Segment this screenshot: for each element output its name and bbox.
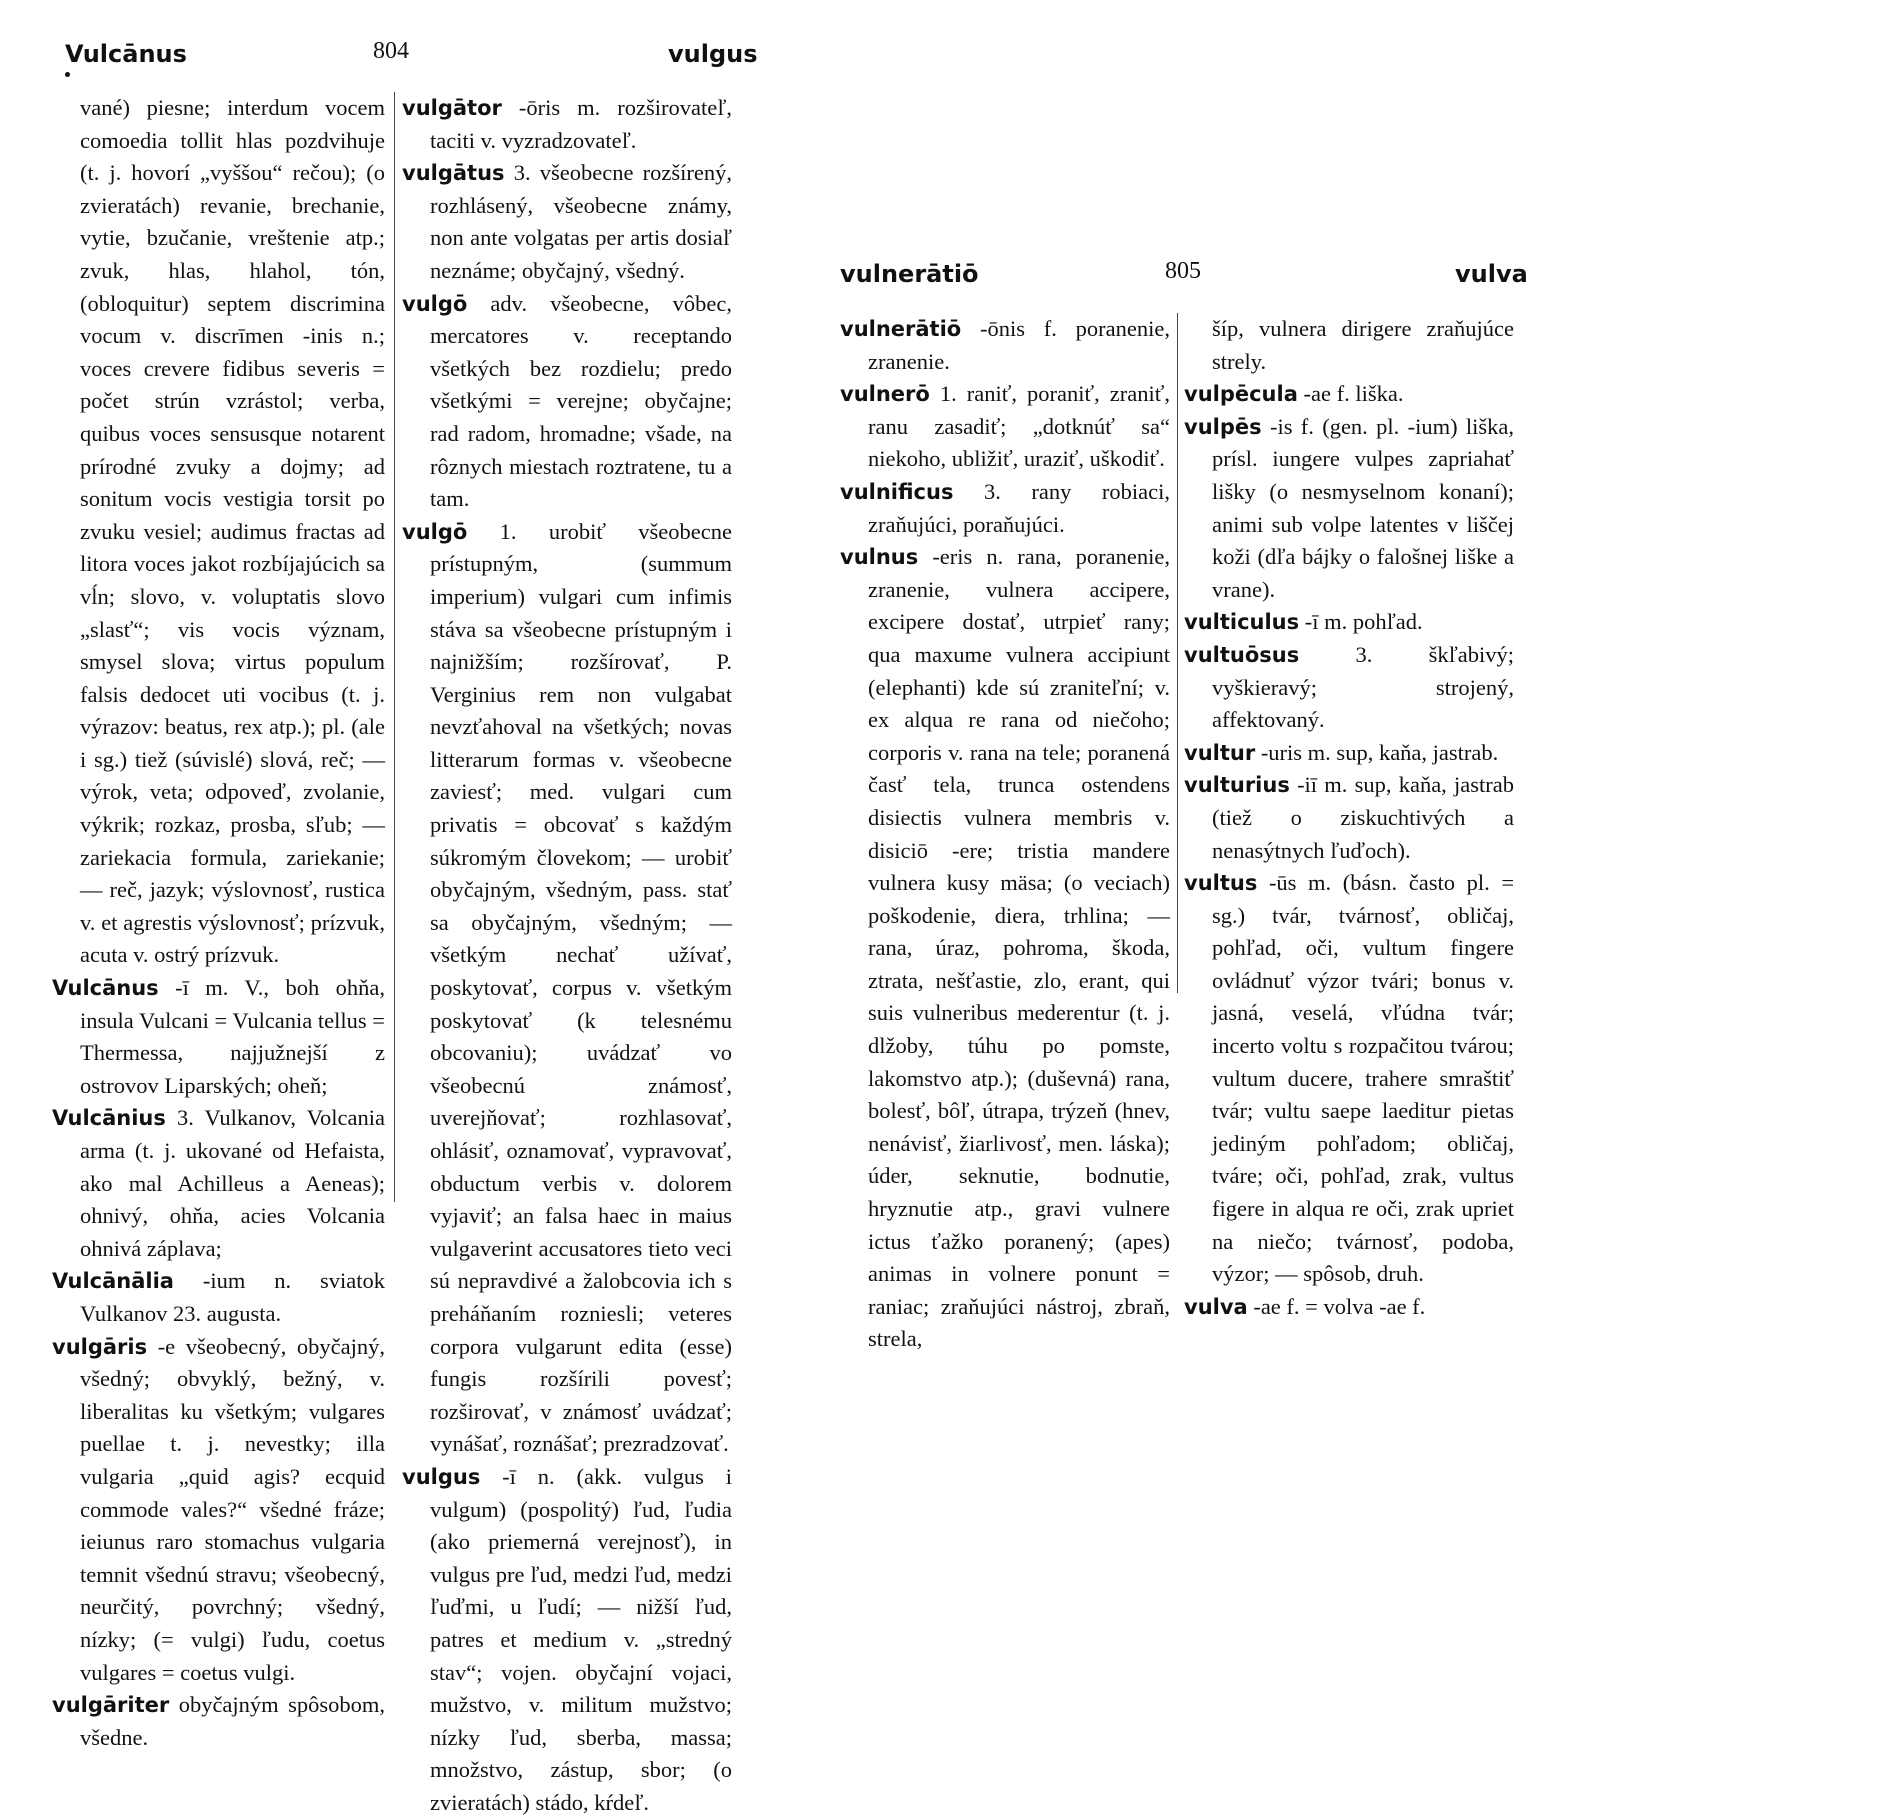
headword: vultus (1184, 871, 1258, 896)
dictionary-entry (840, 476, 1170, 541)
entry-body: -eris n. rana, poranenie, zranenie, vulnera accipere, excipere dostať, utrpieť rany; qua maxume vulnera accipiunt (elephanti) kde sú zraniteľní; v. ex alqua re rana od niečoho; corporis v. rana na tele; poranená časť tela, trunca ostendens disiectis vulnera membris v. disiciō -ere; tristia mandere vulnera kusy mäsa; (o veciach) poškodenie, diera, trhlina; — rana, úraz, pohroma, škoda, ztrata, nešťastie, zlo, erant, qui suis vulneribus mederentur (t. j. dlžoby, túhu po pomste, lakomstvo atp.); (duševná) rana, bolesť, bôľ, útrapa, trýzeň (hnev, nenávisť, žiarlivosť, men. láska); úder, seknutie, bodnutie, hryznutie atp., gravi vulnere ictus ťažko poranený; (apes) animas in volnere ponunt = raniac; zraňujúci nástroj, zbraň, strela, (868, 544, 1171, 1352)
entry-body: -ium n. sviatok Vulkanov 23. augusta. (80, 1268, 385, 1326)
dictionary-entry (1184, 639, 1514, 737)
dictionary-entry (402, 157, 732, 287)
left-page-column-2 (402, 92, 732, 1819)
headword: vultur (1184, 740, 1256, 765)
left-header-word-right: vulgus (668, 40, 758, 68)
dictionary-entry (402, 1461, 732, 1819)
left-header-word-left: Vulcānus (65, 40, 187, 68)
entry-body: -ōris m. rozširovateľ, taciti v. vyzradzovateľ. (430, 95, 732, 153)
headword: vulnerō (840, 382, 930, 407)
dictionary-entry (1184, 411, 1514, 607)
entry-body: 3. Vulkanov, Volcania arma (t. j. ukované od Hefaista, ako mal Achilleus a Aeneas); ohnivý, ohňa, acies Volcania ohnivá záplava; (80, 1105, 386, 1261)
entry-body: -ūs m. (básn. často pl. = sg.) tvár, tvárnosť, obličaj, pohľad, oči, vultum fingere ovládnuť výzor tvári; bonus v. jasná, veselá, vľúdna tvár; incerto voltu s rozpačitou tvárou; vultum ducere, trahere smraštiť tvár; vultu saepe laeditur pietas jediným pohľadom; obličaj, tváre; oči, pohľad, zrak, vultus figere in alqua re oči, zrak upriet na niečo; tvárnosť, podoba, výzor; — spôsob, druh. (1212, 870, 1515, 1287)
headword: Vulcānus (52, 976, 159, 1001)
dictionary-entry (52, 1265, 385, 1330)
headword: vulgus (402, 1464, 481, 1489)
headword: vulturius (1184, 773, 1290, 798)
right-page-number: 805 (1165, 258, 1201, 284)
dictionary-entry (1184, 378, 1514, 411)
entry-body: 3. všeobecne rozšírený, rozhlásený, všeobecne známy, non ante volgatas per artis dosiaľ neznáme; obyčajný, všedný. (430, 160, 733, 283)
entry-body: obyčajným spôsobom, všedne. (80, 1692, 385, 1750)
entry-body: -ī m. V., boh ohňa, insula Vulcani = Vulcania tellus = Thermessa, najjužnejší z ostrovov Liparských; oheň; (80, 975, 385, 1098)
headword: vulgātus (402, 161, 505, 186)
column-divider (394, 92, 395, 1202)
entry-body: -ae f. = volva -ae f. (1253, 1293, 1426, 1319)
entry-body: -ōnis f. poranenie, zranenie. (868, 316, 1171, 374)
dictionary-entry (1184, 737, 1514, 770)
headword: Vulcānālia (52, 1269, 174, 1294)
dictionary-entry (1184, 867, 1514, 1291)
stray-dot (65, 72, 70, 77)
right-page-column-1 (840, 313, 1170, 1356)
headword: vulgō (402, 291, 468, 316)
entry-body: 1. urobiť všeobecne prístupným, (summum imperium) vulgari cum infimis stáva sa všeobecne prístupným i najnižším; rozšírovať, P. Verginius rem non vulgabat nevzťahoval na všetkých; novas litterarum formas v. všeobecne zaviesť; med. vulgari cum privatis = obcovať s každým súkromým človekom; — urobiť obyčajným, všedným, pass. stať sa obyčajným, všedným; — všetkým nechať užívať, poskytovať, corpus v. všetkým poskytovať (k telesnému obcovaniu); uvádzať vo všeobecnú známosť, uverejňovať; rozhlasovať, ohlásiť, oznamovať, vypravovať, obductum verbis v. dolorem vyjaviť; an falsa haec in maius vulgaverint accusatores tieto veci sú nepravdivé a žalobcovia ich s preháňaním rozniesli; veteres corpora vulgarunt edita (esse) fungis rozšírili povesť; rozširovať, v známosť uvádzať; vynášať, roznášať; prezradzovať. (430, 518, 733, 1457)
headword: vultuōsus (1184, 642, 1300, 667)
entry-body: -is f. (gen. pl. -ium) liška, prísl. iungere vulpes zapriahať lišky (o nesmyselnom konaní); animi sub volpe latentes v liščej koži (dľa bájky o falošnej liške a vrane). (1212, 413, 1514, 602)
headword: vulnerātiō (840, 317, 962, 341)
headword: vulgāris (52, 1334, 148, 1359)
entry-body: -e všeobecný, obyčajný, všedný; obvyklý, bežný, v. liberalitas ku všetkým; vulgares puellae t. j. nevestky; illa vulgaria „quid agis? ecquid commode vales?“ všedné fráze; ieiunus raro stomachus vulgaria temnit všednú stravu; všeobecný, neurčitý, povrchný; všedný, nízky; (= vulgi) ľudu, coetus vulgares = coetus vulgi. (80, 1333, 386, 1685)
headword: vulticulus (1184, 610, 1300, 635)
continued-entry: šíp, vulnera dirigere zraňujúce strely. (1212, 316, 1514, 374)
dictionary-entry (402, 92, 732, 157)
dictionary-entry (1184, 606, 1514, 639)
entry-body: -iī m. sup, kaňa, jastrab (tiež o ziskuchtivých a nenasýtnych ľuďoch). (1212, 772, 1514, 863)
dictionary-entry (52, 1102, 385, 1265)
dictionary-entry (402, 288, 732, 516)
continued-entry: vané) piesne; interdum vocem comoedia tollit hlas pozdvihuje (t. j. hovorí „vyššou“ rečou); (o zvieratách) revanie, brechanie, vytie, bzučanie, vreštenie atp.; zvuk, hlas, hlahol, tón, (obloquitur) septem discrimina vocum v. discrīmen -inis n.; voces crevere fidibus severis = počet strún vzrástol; verba, quibus voces sensusque notarent prírodné zvuky a dojmy; ad sonitum vocis vestigia torsit po zvuku vesiel; audimus fractas ad litora voces jakot rozbíjajúcich sa vĺn; slovo, v. voluptatis slovo „slasť“; vis vocis význam, smysel slova; virtus populum falsis dedocet uti vocibus (t. j. výrazov: beatus, rex atp.); pl. (ale i sg.) tiež (súvislé) slová, reč; — výrok, veta; odpoveď, zvolanie, výkrik; rozkaz, prosba, sľub; — zariekacia formula, zariekanie; — reč, jazyk; výslovnosť, rustica v. et agrestis výslovnosť; prízvuk, acuta v. ostrý prízvuk. (80, 95, 385, 968)
right-header-word-left: vulnerātiō (840, 260, 979, 288)
headword: vulva (1184, 1294, 1248, 1319)
dictionary-entry (840, 378, 1170, 476)
headword: vulpēcula (1184, 382, 1298, 407)
entry-body: adv. všeobecne, vôbec, mercatores v. receptando všetkých bez rozdielu; predo všetkými = verejne; obyčajne; rad radom, hromadne; všade, na rôznych miestach roztratene, tu a tam. (430, 290, 732, 512)
entry-body: -ī n. (akk. vulgus i vulgum) (pospolitý) ľud, ľudia (ako priemerná verejnosť), in vulgus pre ľud, medzi ľud, medzi ľuďmi, u ľudí; — nižší ľud, patres et medium v. „stredný stav“; vojen. obyčajní vojaci, mužstvo, v. militum mužstvo; nízky ľud, sberba, massa; množstvo, zástup, sbor; (o zvieratách) stádo, kŕdeľ. (430, 1463, 733, 1815)
headword: vulnificus (840, 479, 954, 504)
dictionary-entry (840, 541, 1170, 1356)
entry-body: 1. raniť, poraniť, zraniť, ranu zasadiť; „dotknúť sa“ niekoho, ubližiť, uraziť, uškodiť. (868, 381, 1170, 472)
entry-body: -uris m. sup, kaňa, jastrab. (1260, 739, 1499, 765)
entry-body: -ae f. liška. (1303, 381, 1404, 407)
right-header-word-right: vulva (1455, 260, 1528, 288)
dictionary-entry (52, 1331, 385, 1690)
dictionary-entry (52, 972, 385, 1102)
entry-body: -ī m. pohľad. (1304, 609, 1423, 635)
headword: vulpēs (1184, 414, 1262, 439)
right-page-column-2 (1184, 313, 1514, 1323)
left-page-column-1 (52, 92, 385, 1754)
left-page-number: 804 (373, 38, 409, 64)
dictionary-entry (1184, 769, 1514, 867)
headword: vulgātor (402, 96, 502, 120)
dictionary-entry (402, 516, 732, 1461)
dictionary-entry (1184, 1291, 1514, 1324)
dictionary-entry (840, 313, 1170, 378)
entry-body: 3. rany robiaci, zraňujúci, poraňujúci. (868, 478, 1170, 537)
column-divider (1177, 313, 1178, 993)
dictionary-entry (52, 1689, 385, 1754)
headword: Vulcānius (52, 1106, 166, 1131)
entry-body: 3. škľabivý; vyškieravý; strojený, affektovaný. (1212, 641, 1514, 733)
headword: vulgāriter (52, 1693, 170, 1718)
headword: vulnus (840, 545, 919, 570)
headword: vulgō (402, 519, 468, 544)
